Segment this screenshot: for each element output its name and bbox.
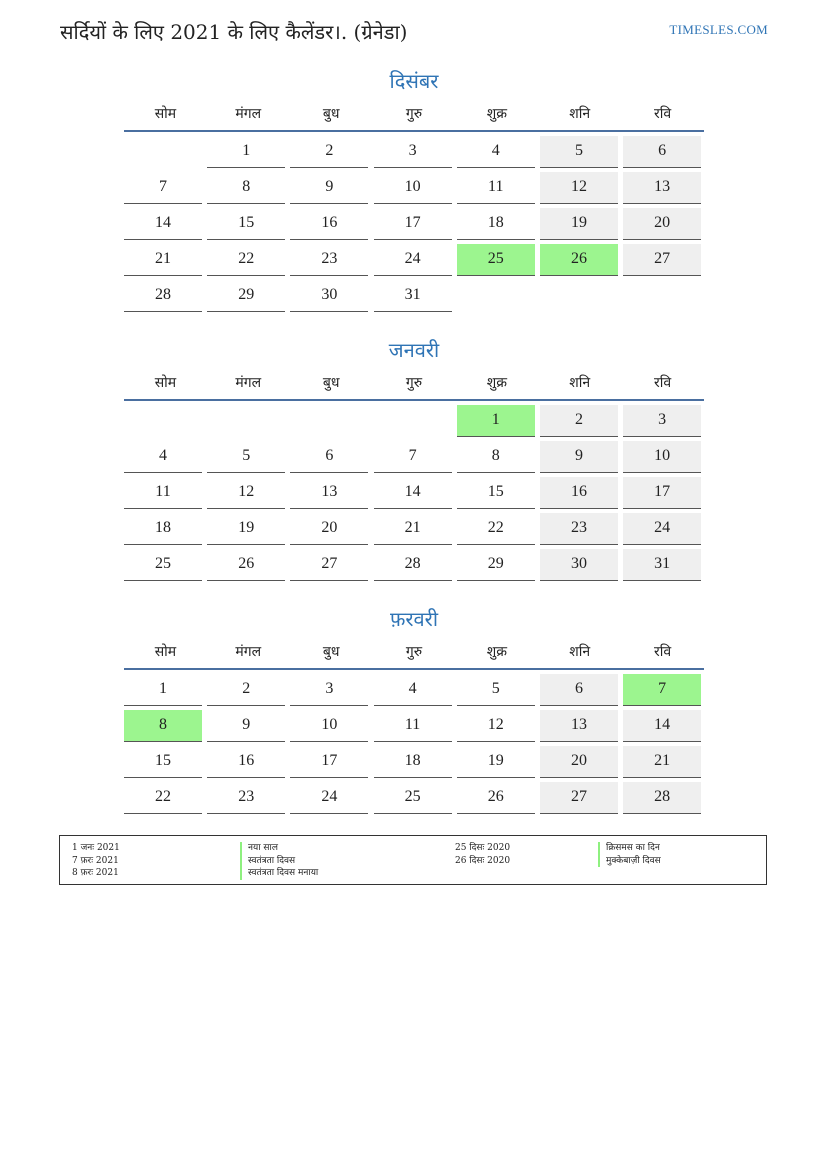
- day-cell: 7: [374, 441, 452, 473]
- weekend-day-cell: 21: [623, 746, 701, 778]
- day-cell: 7: [124, 172, 202, 204]
- weekday-label: शनि: [569, 643, 591, 660]
- day-cell: 13: [290, 477, 368, 509]
- weekday-header: [124, 96, 704, 132]
- day-cell: 17: [374, 208, 452, 240]
- day-cell: 22: [457, 513, 535, 545]
- day-cell: 19: [207, 513, 285, 545]
- week-row: [124, 706, 704, 742]
- day-cell: 4: [374, 674, 452, 706]
- day-cell: 31: [374, 280, 452, 312]
- weekday-label: शुक्र: [486, 643, 507, 660]
- day-cell: 1: [124, 674, 202, 706]
- weekend-day-cell: 17: [623, 477, 701, 509]
- week-row: [124, 168, 704, 204]
- day-cell: 22: [207, 244, 285, 276]
- legend-left-names: [240, 842, 318, 880]
- weekend-day-cell: 6: [623, 136, 701, 168]
- day-cell: 29: [207, 280, 285, 312]
- day-cell: 18: [374, 746, 452, 778]
- day-cell: 24: [290, 782, 368, 814]
- day-cell: 18: [457, 208, 535, 240]
- day-cell: 21: [124, 244, 202, 276]
- day-cell: 1: [207, 136, 285, 168]
- weekday-label: बुध: [322, 105, 340, 122]
- weekend-day-cell: 13: [540, 710, 618, 742]
- day-cell: 18: [124, 513, 202, 545]
- weekend-day-cell: 14: [623, 710, 701, 742]
- day-cell: 12: [207, 477, 285, 509]
- week-row: [124, 545, 704, 581]
- weekend-day-cell: 28: [623, 782, 701, 814]
- empty-day-cell: [124, 405, 202, 437]
- day-cell: 12: [457, 710, 535, 742]
- day-cell: 5: [457, 674, 535, 706]
- weekday-label: सोम: [154, 643, 177, 660]
- day-cell: 17: [290, 746, 368, 778]
- weekend-day-cell: 12: [540, 172, 618, 204]
- legend-right-names: [598, 842, 661, 867]
- holiday-day-cell: 1: [457, 405, 535, 437]
- empty-day-cell: [207, 405, 285, 437]
- empty-day-cell: [374, 405, 452, 437]
- weekend-day-cell: 27: [623, 244, 701, 276]
- legend-holiday-name: क्रिसमस का दिन: [598, 842, 661, 855]
- weekend-day-cell: 20: [623, 208, 701, 240]
- day-cell: 2: [207, 674, 285, 706]
- weekday-label: मंगल: [235, 643, 262, 660]
- day-cell: 16: [207, 746, 285, 778]
- weekday-label: सोम: [154, 374, 177, 391]
- day-cell: 4: [457, 136, 535, 168]
- month-block: [124, 66, 704, 312]
- weekday-label: सोम: [154, 105, 177, 122]
- day-cell: 10: [290, 710, 368, 742]
- day-cell: 6: [290, 441, 368, 473]
- week-row: [124, 401, 704, 437]
- weekend-day-cell: 9: [540, 441, 618, 473]
- day-cell: 24: [374, 244, 452, 276]
- day-cell: 9: [290, 172, 368, 204]
- legend-holiday-name: स्वतंत्रता दिवस: [240, 855, 318, 868]
- weekend-day-cell: 24: [623, 513, 701, 545]
- page-title: सर्दियों के लिए 2021 के लिए कैलेंडर।. (ग्रेनेडा): [60, 20, 408, 44]
- legend-holiday-name: स्वतंत्रता दिवस मनाया: [240, 867, 318, 880]
- empty-day-cell: [457, 280, 535, 312]
- legend-date: 7 फ़रः 2021: [72, 855, 119, 866]
- day-cell: 15: [207, 208, 285, 240]
- legend-left-dates: [72, 842, 120, 880]
- week-row: [124, 437, 704, 473]
- legend-holiday-name: नया साल: [240, 842, 318, 855]
- weekday-label: शनि: [569, 374, 591, 391]
- holiday-day-cell: 8: [124, 710, 202, 742]
- day-cell: 28: [374, 549, 452, 581]
- legend-date: 25 दिसः 2020: [455, 843, 511, 853]
- day-cell: 26: [457, 782, 535, 814]
- week-row: [124, 473, 704, 509]
- weekday-label: गुरु: [405, 374, 423, 391]
- month-title: जनवरी: [388, 338, 440, 362]
- weekend-day-cell: 31: [623, 549, 701, 581]
- weekend-day-cell: 19: [540, 208, 618, 240]
- day-cell: 9: [207, 710, 285, 742]
- day-cell: 25: [374, 782, 452, 814]
- day-cell: 16: [290, 208, 368, 240]
- weekday-header: [124, 634, 704, 670]
- day-cell: 14: [374, 477, 452, 509]
- week-row: [124, 509, 704, 545]
- week-row: [124, 240, 704, 276]
- weekday-label: शुक्र: [486, 105, 507, 122]
- week-row: [124, 204, 704, 240]
- weekend-day-cell: 10: [623, 441, 701, 473]
- legend-date: 8 फ़रः 2021: [72, 868, 119, 878]
- day-cell: 11: [457, 172, 535, 204]
- weekend-day-cell: 16: [540, 477, 618, 509]
- legend-holiday-name: मुक्केबाज़ी दिवस: [598, 855, 661, 868]
- weekday-label: मंगल: [235, 105, 262, 122]
- day-cell: 2: [290, 136, 368, 168]
- day-cell: 21: [374, 513, 452, 545]
- day-cell: 29: [457, 549, 535, 581]
- day-cell: 3: [374, 136, 452, 168]
- day-cell: 8: [207, 172, 285, 204]
- site-link[interactable]: TIMESLES.COM: [669, 22, 768, 37]
- day-cell: 27: [290, 549, 368, 581]
- holiday-day-cell: 26: [540, 244, 618, 276]
- holiday-legend: [59, 835, 767, 885]
- weekend-day-cell: 5: [540, 136, 618, 168]
- weekday-label: गुरु: [405, 643, 423, 660]
- weekend-day-cell: 30: [540, 549, 618, 581]
- week-row: [124, 670, 704, 706]
- weekend-day-cell: 27: [540, 782, 618, 814]
- day-cell: 4: [124, 441, 202, 473]
- day-cell: 8: [457, 441, 535, 473]
- month-title: फ़रवरी: [389, 607, 439, 631]
- month-title: दिसंबर: [389, 69, 439, 93]
- weekday-label: शनि: [569, 105, 591, 122]
- day-cell: 11: [374, 710, 452, 742]
- empty-day-cell: [623, 280, 701, 312]
- week-row: [124, 778, 704, 814]
- day-cell: 26: [207, 549, 285, 581]
- legend-date: 1 जनः 2021: [72, 843, 120, 853]
- weekend-day-cell: 3: [623, 405, 701, 437]
- empty-day-cell: [124, 136, 202, 168]
- weekday-label: गुरु: [405, 105, 423, 122]
- day-cell: 25: [124, 549, 202, 581]
- day-cell: 20: [290, 513, 368, 545]
- day-cell: 28: [124, 280, 202, 312]
- weekend-day-cell: 20: [540, 746, 618, 778]
- holiday-day-cell: 7: [623, 674, 701, 706]
- weekend-day-cell: 23: [540, 513, 618, 545]
- empty-day-cell: [540, 280, 618, 312]
- weekday-label: रवि: [654, 374, 672, 391]
- day-cell: 10: [374, 172, 452, 204]
- week-row: [124, 132, 704, 168]
- month-block: [124, 604, 704, 814]
- legend-right-dates: [455, 842, 510, 867]
- week-row: [124, 742, 704, 778]
- empty-day-cell: [290, 405, 368, 437]
- weekday-header: [124, 365, 704, 401]
- day-cell: 15: [124, 746, 202, 778]
- weekday-label: रवि: [654, 105, 672, 122]
- day-cell: 23: [290, 244, 368, 276]
- day-cell: 5: [207, 441, 285, 473]
- weekday-label: बुध: [322, 374, 340, 391]
- week-row: [124, 276, 704, 312]
- weekday-label: मंगल: [235, 374, 262, 391]
- weekday-label: बुध: [322, 643, 340, 660]
- day-cell: 11: [124, 477, 202, 509]
- day-cell: 30: [290, 280, 368, 312]
- day-cell: 3: [290, 674, 368, 706]
- legend-date: 26 दिसः 2020: [455, 855, 511, 866]
- weekday-label: शुक्र: [486, 374, 507, 391]
- day-cell: 22: [124, 782, 202, 814]
- weekend-day-cell: 2: [540, 405, 618, 437]
- day-cell: 23: [207, 782, 285, 814]
- month-block: [124, 335, 704, 581]
- weekday-label: रवि: [654, 643, 672, 660]
- weekend-day-cell: 13: [623, 172, 701, 204]
- weekend-day-cell: 6: [540, 674, 618, 706]
- holiday-day-cell: 25: [457, 244, 535, 276]
- day-cell: 14: [124, 208, 202, 240]
- day-cell: 15: [457, 477, 535, 509]
- day-cell: 19: [457, 746, 535, 778]
